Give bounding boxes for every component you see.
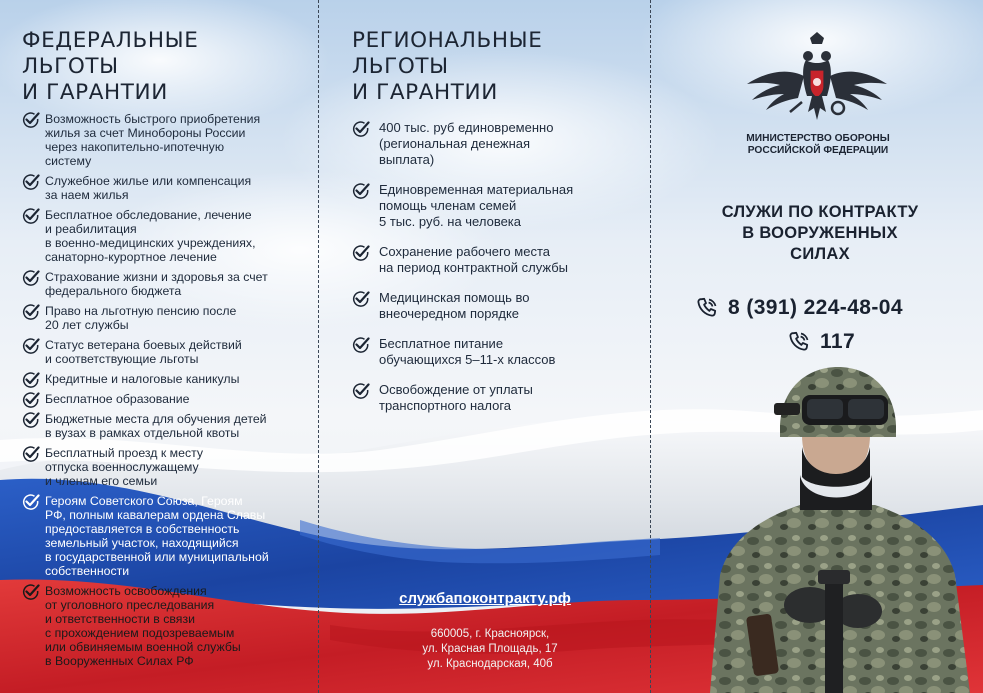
benefit-item [352,120,642,168]
check-icon [352,337,370,353]
check-icon [352,245,370,261]
benefit-item-text: Единовременная материальная помощь членам семей 5 тыс. руб. на человека [379,182,574,229]
check-icon [22,304,40,320]
benefit-item [22,270,312,298]
check-icon [352,383,370,399]
benefit-item-text: Возможность освобождения от уголовного преследования и ответственности в связи с прохождением подозреваемым или обвиняемым военной службы в Вооруженных Силах РФ [45,584,241,668]
check-icon [352,291,370,307]
regional-benefits-list [352,120,642,414]
benefit-item [352,290,642,322]
benefit-item [352,182,642,230]
benefit-item-text: Бесплатный проезд к месту отпуска военнослужащему и членам его семьи [45,446,204,488]
regional-benefits-title: РЕГИОНАЛЬНЫЕ ЛЬГОТЫ И ГАРАНТИИ [352,28,543,105]
benefit-item-text: Бесплатное образование [45,392,190,406]
check-icon [352,121,370,137]
benefit-item [22,392,312,406]
benefit-item [352,336,642,368]
check-icon [22,270,40,286]
benefit-item [22,304,312,332]
benefit-item [22,584,312,668]
soldier-illustration [690,365,983,693]
benefit-item-text: 400 тыс. руб единовременно (региональная денежная выплата) [379,120,554,167]
federal-benefits-list [22,112,312,668]
regional-benefits-panel [352,28,642,428]
benefit-item [22,446,312,488]
check-icon [22,372,40,388]
phone-number-text: 117 [820,330,856,353]
check-icon [352,183,370,199]
benefit-item-text: Служебное жилье или компенсация за наем жилья [45,174,252,202]
benefit-item-text: Сохранение рабочего места на период контрактной службы [379,244,569,275]
benefit-item [22,494,312,578]
check-icon [22,446,40,462]
check-icon [22,494,40,510]
benefit-item [22,338,312,366]
check-icon [22,174,40,190]
fold-line-right [650,0,651,693]
check-icon [22,584,40,600]
benefit-item-text: Бесплатное питание обучающихся 5–11-х классов [379,336,556,367]
benefit-item-text: Бюджетные места для обучения детей в вузах в рамках отдельной квоты [45,412,267,440]
check-icon [22,338,40,354]
contract-slogan: СЛУЖИ ПО КОНТРАКТУ В ВООРУЖЕННЫХ СИЛАХ [721,203,919,263]
benefit-item-text: Страхование жизни и здоровья за счет федерального бюджета [45,270,268,298]
benefit-item [22,112,312,168]
phone-number-main[interactable] [695,296,903,320]
benefit-item-text: Медицинская помощь во внеочередном порядке [379,290,530,321]
benefit-item-text: Право на льготную пенсию после 20 лет службы [45,304,237,332]
benefit-item-text: Освобождение от уплаты транспортного налога [379,382,533,413]
benefit-item-text: Возможность быстрого приобретения жилья за счет Минобороны России через накопительно-ипотечную систему [45,112,261,168]
benefit-item-text: Героям Советского Союза, Героям РФ, полным кавалерам ордена Славы предоставляется в собственность земельный участок, находящийся в государственной или муниципальной собственности [45,494,269,578]
phone-icon [787,330,811,354]
check-icon [22,112,40,128]
benefit-item-text: Бесплатное обследование, лечение и реабилитация в военно-медицинских учреждениях, санаторно-курортное лечение [45,208,256,264]
check-icon [22,392,40,408]
phone-icon [695,296,719,320]
ministry-name: МИНИСТЕРСТВО ОБОРОНЫ РОССИЙСКОЙ ФЕДЕРАЦИИ [746,133,890,156]
benefit-item [352,244,642,276]
fold-line-left [318,0,319,693]
check-icon [22,412,40,428]
phone-number-text: 8 (391) 224-48-04 [728,296,903,319]
benefit-item [22,174,312,202]
address-text: 660005, г. Красноярск, ул. Красная Площадь, 17 ул. Краснодарская, 40б [422,628,558,670]
benefit-item [22,208,312,264]
phone-number-short[interactable] [787,330,855,354]
emblem-icon [742,30,892,130]
check-icon [22,208,40,224]
benefit-item-text: Статус ветерана боевых действий и соответствующие льготы [45,338,242,366]
federal-benefits-panel [22,28,312,674]
benefit-item-text: Кредитные и налоговые каникулы [45,372,240,386]
website-link[interactable]: службапоконтракту.рф [399,590,571,607]
benefit-item [22,372,312,386]
benefit-item [352,382,642,414]
federal-benefits-title: ФЕДЕРАЛЬНЫЕ ЛЬГОТЫ И ГАРАНТИИ [22,28,199,105]
benefit-item [22,412,312,440]
